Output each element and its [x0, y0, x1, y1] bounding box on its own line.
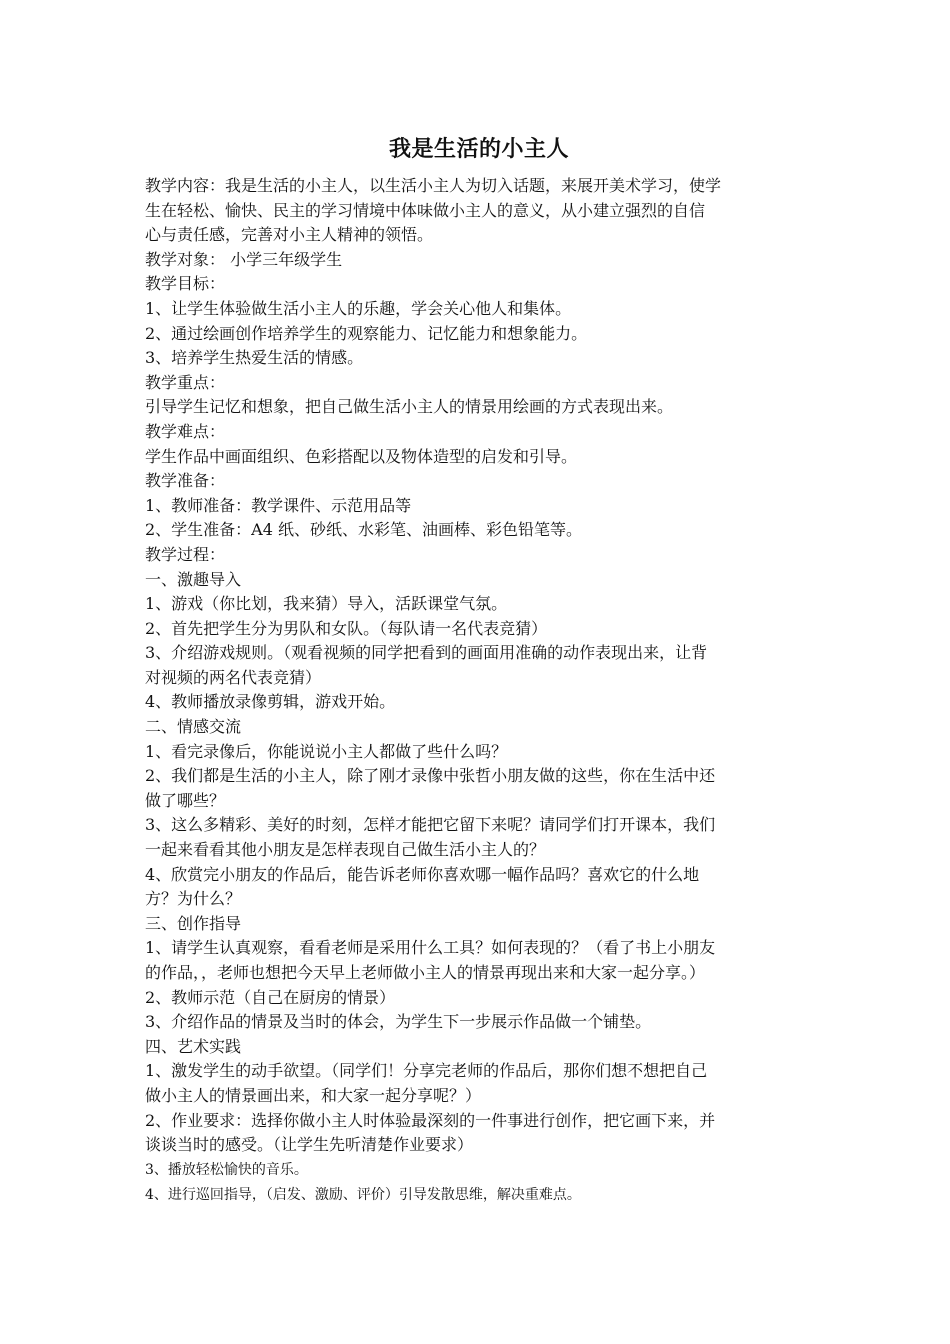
section-heading: 教学过程： [145, 544, 226, 564]
body-line: 1、教师准备：教学课件、示范用品等 [145, 495, 412, 515]
body-line: 3、培养学生热爱生活的情感。 [145, 348, 364, 368]
subsection-heading: 三、创作指导 [145, 913, 242, 933]
body-line: 教学对象： 小学三年级学生 [145, 249, 343, 269]
body-line: 生在轻松、愉快、民主的学习情境中体味做小主人的意义，从小建立强烈的自信 [145, 200, 706, 220]
body-line: 4、欣赏完小朋友的作品后，能告诉老师你喜欢哪一幅作品吗？喜欢它的什么地 [145, 864, 700, 884]
body-line: 2、我们都是生活的小主人，除了刚才录像中张哲小朋友做的这些，你在生活中还 [145, 766, 716, 786]
body-line: 4、进行巡回指导，（启发、激励、评价）引导发散思维，解决重难点。 [145, 1186, 581, 1203]
body-line: 心与责任感，完善对小主人精神的领悟。 [145, 225, 434, 245]
body-line: 对视频的两名代表竞猜） [145, 667, 322, 687]
body-line: 做小主人的情景画出来，和大家一起分享呢？） [145, 1085, 482, 1105]
document-page [145, 134, 813, 1208]
body-line: 方？为什么？ [145, 889, 242, 909]
subsection-heading: 四、艺术实践 [145, 1036, 242, 1056]
body-line: 引导学生记忆和想象，把自己做生活小主人的情景用绘画的方式表现出来。 [145, 397, 674, 417]
body-line: 2、作业要求：选择你做小主人时体验最深刻的一件事进行创作，把它画下来，并 [145, 1110, 716, 1130]
body-line: 3、介绍游戏规则。（观看视频的同学把看到的画面用准确的动作表现出来，让背 [145, 643, 708, 663]
section-heading: 教学目标： [145, 274, 226, 294]
body-line: 的作品，，老师也想把今天早上老师做小主人的情景再现出来和大家一起分享。） [145, 963, 706, 982]
body-line: 3、介绍作品的情景及当时的体会，为学生下一步展示作品做一个铺垫。 [145, 1012, 652, 1032]
body-line: 2、学生准备：A4 纸、砂纸、水彩笔、油画棒、彩色铅笔等。 [145, 520, 583, 540]
body-line: 1、激发学生的动手欲望。（同学们！分享完老师的作品后，那你们想不想把自己 [145, 1061, 708, 1081]
body-line: 谈谈当时的感受。（让学生先听清楚作业要求） [145, 1135, 474, 1155]
body-line: 做了哪些？ [145, 790, 226, 810]
section-heading: 教学难点： [145, 421, 226, 441]
body-line: 学生作品中画面组织、色彩搭配以及物体造型的启发和引导。 [145, 446, 578, 466]
body-line: 3、播放轻松愉快的音乐。 [145, 1161, 308, 1178]
body-line: 1、游戏（你比划，我来猜）导入，活跃课堂气氛。 [145, 594, 508, 614]
body-line: 2、通过绘画创作培养学生的观察能力、记忆能力和想象能力。 [145, 323, 588, 343]
body-line: 2、教师示范（自己在厨房的情景） [145, 987, 396, 1007]
section-heading: 教学重点： [145, 372, 226, 392]
body-line: 1、让学生体验做生活小主人的乐趣，学会关心他人和集体。 [145, 298, 572, 318]
document-title: 我是生活的小主人 [388, 137, 569, 162]
body-line: 教学内容：我是生活的小主人，以生活小主人为切入话题，来展开美术学习，使学 [145, 176, 722, 195]
document-body [145, 174, 813, 1208]
section-heading: 教学准备： [145, 471, 226, 491]
body-line: 1、请学生认真观察，看看老师是采用什么工具？如何表现的？（看了书上小朋友 [145, 938, 716, 958]
body-line: 2、首先把学生分为男队和女队。（每队请一名代表竞猜） [145, 618, 548, 638]
body-line: 3、这么多精彩、美好的时刻，怎样才能把它留下来呢？请同学们打开课本，我们 [145, 815, 716, 835]
body-line: 1、看完录像后，你能说说小主人都做了些什么吗？ [145, 741, 508, 761]
body-line: 4、教师播放录像剪辑，游戏开始。 [145, 692, 396, 712]
subsection-heading: 一、激趣导入 [145, 569, 242, 589]
body-line: 一起来看看其他小朋友是怎样表现自己做生活小主人的？ [145, 840, 546, 860]
subsection-heading: 二、情感交流 [145, 717, 242, 737]
